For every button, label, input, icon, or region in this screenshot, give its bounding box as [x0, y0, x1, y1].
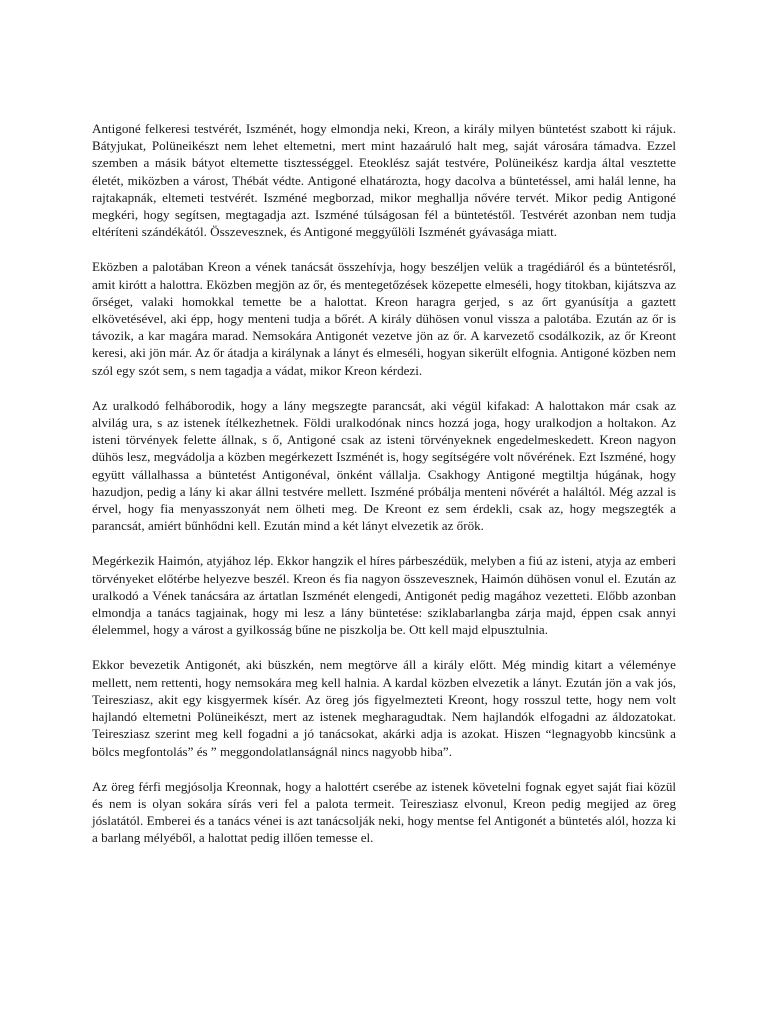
paragraph-5: Ekkor bevezetik Antigonét, aki büszkén, nem megtörve áll a király előtt. Még mindig kitart a véleménye mellett, nem rettenti, hogy nemsokára meg kell halnia. A kardal közben elvezetik a lányt. Ezután jön a vak jós, Teiresziasz, akit egy kisgyermek kísér. Az öreg jós figyelmezteti Kreont, hogy rosszul tette, hogy nem volt hajlandó eltemetni Polüneikészt, mert az istenek megharagudtak. Nem hajlandók elfogadni az áldozatokat. Teiresziasz szerint meg kell fogadni a jó tanácsokat, akárki adja is azokat. Hiszen “legnagyobb kincsünk a bölcs megfontolás” és ” meggondolatlanságnál nincs nagyobb hiba”.	[92, 657, 676, 759]
paragraph-3: Az uralkodó felháborodik, hogy a lány megszegte parancsát, aki végül kifakad: A halottakon már csak az alvilág ura, s az istenek ítélkezhetnek. Földi uralkodónak nincs hozzá joga, hogy uralkodjon a holtakon. Az isteni törvények felette állnak, s ő, Antigoné csak az isteni törvényeknek engedelmeskedett. Kreon nagyon dühös lesz, megvádolja a közben megérkezett Iszménét is, hogy segítségére volt nővérének. Ezt Iszméné, hogy együtt vállalhassa a büntetést Antigonéval, önként vállalja. Csakhogy Antigoné megtiltja húgának, hogy hazudjon, pedig a lány ki akar állni testvére mellett. Iszméné próbálja menteni nővérét a haláltól. Még azzal is érvel, hogy fia menyasszonyát nem ölheti meg. De Kreont ez sem érdekli, csak az, hogy megszegték a parancsát, amiért bűnhődni kell. Ezután mind a két lányt elvezetik az őrök.	[92, 397, 676, 534]
paragraph-4: Megérkezik Haimón, atyjához lép. Ekkor hangzik el híres párbeszédük, melyben a fiú az isteni, atyja az emberi törvényeket előtérbe helyezve beszél. Kreon és fia nagyon összevesznek, Haimón dühösen vonul el. Ezután az uralkodó a Vének tanácsára az ártatlan Iszménét elengedi, Antigonét pedig magához vezetteti. Előbb azonban elmondja a tanács tagjainak, hogy mi lesz a lány büntetése: sziklabarlangba zárja majd, éppen csak annyi élelemmel, hogy a várost a gyilkosság bűne ne piszkolja be. Ott kell majd elpusztulnia.	[92, 553, 676, 638]
paragraph-2: Eközben a palotában Kreon a vének tanácsát összehívja, hogy beszéljen velük a tragédiáról és a büntetésről, amit kirótt a halottra. Eközben megjön az őr, és mentegetőzések közepette elmeséli, hogy titokban, kijátszva az őrséget, valaki homokkal temette be a halottat. Kreon haragra gerjed, s az őrt gyanúsítja a gaztett elkövetésével, aki épp, hogy menteni tudja a bőrét. A király dühösen vonul vissza a palotába. Ezután az őr is távozik, a kar magára marad. Nemsokára Antigonét vezetve jön az őr. A karvezető csodálkozik, az őr Kreont keresi, aki jön már. Az őr átadja a királynak a lányt és elmeséli, hogyan sikerült elfognia. Antigoné közben nem szól egy szót sem, s nem tagadja a vádat, mikor Kreon kérdezi.	[92, 259, 676, 378]
paragraph-1: Antigoné felkeresi testvérét, Iszménét, hogy elmondja neki, Kreon, a király milyen büntetést szabott ki rájuk. Bátyjukat, Polüneikészt nem lehet eltemetni, mert mint hazaáruló halt meg, saját városára támadva. Ezzel szemben a másik bátyot eltemette tisztességgel. Eteoklész saját testvére, Polüneikész kardja által vesztette életét, miközben a várost, Thébát védte. Antigoné elhatározta, hogy dacolva a büntetéssel, ami halál lenne, ha rajtakapnák, eltemeti testvérét. Iszméné megborzad, mikor meghallja nővére tervét. Mikor pedig Antigoné megkéri, hogy segítsen, megtagadja azt. Iszméné túlságosan fél a büntetéstől. Testvérét azonban nem tudja eltéríteni szándékától. Összevesznek, és Antigoné meggyűlöli Iszménét gyávasága miatt.	[92, 121, 676, 240]
document-body	[92, 120, 676, 865]
paragraph-6: Az öreg férfi megjósolja Kreonnak, hogy a halottért cserébe az istenek követelni fognak egyet saját fiai közül és nem is olyan sokára sírás veri fel a palota termeit. Teiresziasz elvonul, Kreon pedig megijed az öreg jóslatától. Emberei és a tanács vénei is azt tanácsolják neki, hogy mentse fel Antigonét a büntetés alól, hozza ki a barlang mélyéből, a halottat pedig illően temesse el.	[92, 778, 676, 846]
